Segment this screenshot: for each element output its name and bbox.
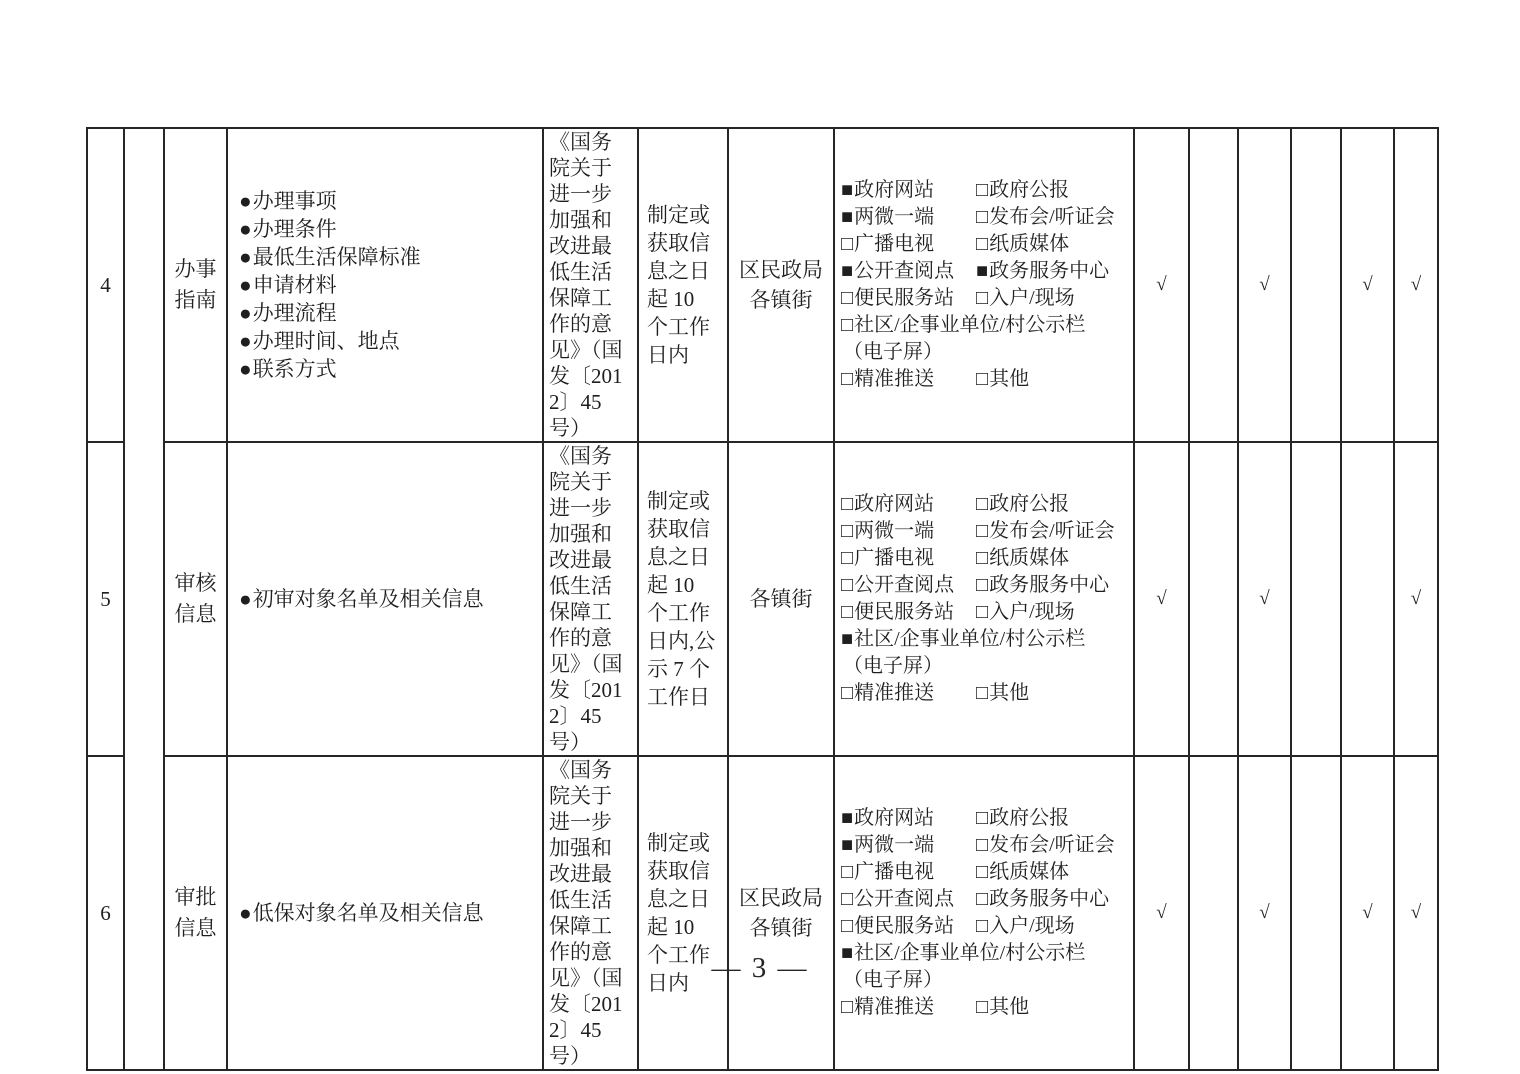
checkbox-icon: □: [976, 547, 989, 569]
channel-label: 公开查阅点: [854, 574, 955, 596]
legal-basis-cell: 《国务院关于进一步加强和改进最低生活保障工作的意见》（国发〔2012〕45 号）: [543, 442, 638, 756]
channel-label: 政府网站: [854, 493, 935, 515]
bullet-icon: ●: [239, 273, 252, 297]
list-item: [239, 243, 538, 271]
responsible-unit-cell: 区民政局各镇街: [728, 128, 834, 442]
legal-basis-cell: 《国务院关于进一步加强和改进最低生活保障工作的意见》（国发〔2012〕45 号）: [543, 128, 638, 442]
list-item: [239, 271, 538, 299]
channel-line: [841, 859, 1129, 886]
channel-label: 政府公报: [989, 807, 1070, 829]
checkbox-icon: ■: [841, 260, 854, 282]
checkbox-icon: □: [841, 601, 854, 623]
checkbox-icon: ■: [976, 260, 989, 282]
channel-label: 发布会/听证会: [989, 520, 1115, 542]
channel-line: [841, 805, 1129, 832]
channel-label: 广播电视: [854, 233, 935, 255]
channel-option: [841, 177, 976, 204]
checkbox-icon: □: [976, 233, 989, 255]
responsible-unit-cell: 各镇街: [728, 442, 834, 756]
bullet-icon: ●: [239, 189, 252, 213]
channel-option: [841, 886, 976, 913]
checkbox-icon: □: [976, 574, 989, 596]
checkbox-icon: □: [976, 179, 989, 201]
checkbox-icon: ■: [841, 834, 854, 856]
checkbox-icon: □: [841, 996, 854, 1018]
list-item: [239, 327, 538, 355]
channel-label: 精准推送: [854, 682, 935, 704]
channel-label: （电子屏）: [843, 341, 943, 363]
channel-option: [976, 994, 1129, 1021]
check-cell: √: [1394, 128, 1438, 442]
channel-option: [976, 285, 1129, 312]
checkbox-icon: □: [841, 547, 854, 569]
checkbox-icon: □: [976, 807, 989, 829]
channel-line: [841, 913, 1129, 940]
channel-line: [841, 339, 1129, 366]
channel-label: 政务服务中心: [989, 888, 1110, 910]
channel-label: 入户/现场: [989, 601, 1075, 623]
category-cell: 审批信息: [164, 756, 227, 1070]
checkbox-icon: □: [976, 834, 989, 856]
channel-option: [841, 366, 976, 393]
channel-line: [841, 204, 1129, 231]
channel-option: [976, 204, 1129, 231]
checkbox-icon: ■: [841, 942, 854, 964]
bullet-icon: ●: [239, 217, 252, 241]
page-number: — 3 —: [711, 952, 809, 984]
channel-option: [976, 599, 1129, 626]
legal-basis-cell: 《国务院关于进一步加强和改进最低生活保障工作的意见》（国发〔2012〕45 号）: [543, 756, 638, 1070]
channel-line: [841, 285, 1129, 312]
check-cell: √: [1238, 442, 1291, 756]
channel-option: [976, 518, 1129, 545]
channel-label: 两微一端: [854, 520, 935, 542]
check-cell: √: [1134, 442, 1189, 756]
channel-option: [841, 258, 976, 285]
row-number-cell: 4: [87, 128, 124, 442]
channel-line: [841, 680, 1129, 707]
channel-label: 政务服务中心: [989, 574, 1110, 596]
channel-label: 精准推送: [854, 368, 935, 390]
item-text: 申请材料: [252, 273, 337, 297]
channel-option: [976, 545, 1129, 572]
checkbox-icon: □: [976, 682, 989, 704]
merged-empty-cell: [124, 128, 164, 1070]
channel-line: [841, 994, 1129, 1021]
channel-label: 两微一端: [854, 834, 935, 856]
check-cell: [1291, 756, 1341, 1070]
channel-label: 两微一端: [854, 206, 935, 228]
channel-line: [841, 231, 1129, 258]
check-cell: [1291, 128, 1341, 442]
channel-option: [841, 204, 976, 231]
channel-option: [841, 913, 976, 940]
category-cell: 办事指南: [164, 128, 227, 442]
table-row: [87, 128, 1438, 442]
channel-option: [976, 832, 1129, 859]
item-text: 办理条件: [252, 217, 337, 241]
list-item: [239, 585, 538, 613]
checkbox-icon: □: [841, 861, 854, 883]
checkbox-icon: □: [976, 520, 989, 542]
checkbox-icon: □: [841, 915, 854, 937]
channel-option: [976, 258, 1129, 285]
channel-option: [841, 805, 976, 832]
channel-label: 发布会/听证会: [989, 206, 1115, 228]
checkbox-icon: □: [976, 915, 989, 937]
checkbox-icon: □: [976, 493, 989, 515]
channel-label: 政务服务中心: [989, 260, 1110, 282]
checkbox-icon: □: [841, 682, 854, 704]
checkbox-icon: ■: [841, 807, 854, 829]
channel-label: 其他: [989, 682, 1030, 704]
check-cell: √: [1238, 756, 1291, 1070]
checkbox-icon: □: [976, 601, 989, 623]
checkbox-icon: ■: [841, 179, 854, 201]
item-text: 办理流程: [252, 301, 337, 325]
check-cell: [1341, 442, 1394, 756]
row-number-cell: 5: [87, 442, 124, 756]
list-item: [239, 899, 538, 927]
checkbox-icon: □: [841, 368, 854, 390]
channel-option: [841, 545, 976, 572]
channel-line: [841, 258, 1129, 285]
channel-line: [841, 177, 1129, 204]
channel-label: 纸质媒体: [989, 861, 1070, 883]
check-cell: √: [1341, 756, 1394, 1070]
checkbox-icon: ■: [841, 628, 854, 650]
channel-label: 公开查阅点: [854, 260, 955, 282]
channel-option: [976, 886, 1129, 913]
channel-option: [841, 680, 976, 707]
channel-line: [841, 572, 1129, 599]
channel-option: [976, 177, 1129, 204]
disclosure-table: [86, 127, 1439, 1071]
table-row: [87, 756, 1438, 1070]
check-cell: √: [1134, 756, 1189, 1070]
channel-label: 政府公报: [989, 493, 1070, 515]
channel-line: [841, 832, 1129, 859]
channel-option: [841, 832, 976, 859]
checkbox-icon: □: [976, 287, 989, 309]
channel-label: 入户/现场: [989, 915, 1075, 937]
channel-label: （电子屏）: [843, 655, 943, 677]
item-text: 最低生活保障标准: [252, 245, 421, 269]
bullet-icon: ●: [239, 901, 252, 925]
content-items-cell: [227, 756, 543, 1070]
check-cell: √: [1238, 128, 1291, 442]
check-cell: √: [1134, 128, 1189, 442]
channel-label: 便民服务站: [854, 601, 955, 623]
channel-label: 其他: [989, 368, 1030, 390]
channel-option: [841, 312, 1085, 339]
channel-line: [841, 626, 1129, 653]
row-number-cell: 6: [87, 756, 124, 1070]
channel-option: [976, 231, 1129, 258]
channel-label: 纸质媒体: [989, 547, 1070, 569]
channel-label: 其他: [989, 996, 1030, 1018]
item-text: 联系方式: [252, 357, 337, 381]
list-item: [239, 215, 538, 243]
channel-label: 纸质媒体: [989, 233, 1070, 255]
check-cell: [1189, 442, 1238, 756]
channel-option: [976, 680, 1129, 707]
item-text: 办理事项: [252, 189, 337, 213]
content-items-cell: [227, 128, 543, 442]
checkbox-icon: □: [976, 996, 989, 1018]
category-cell: 审核信息: [164, 442, 227, 756]
bullet-icon: ●: [239, 329, 252, 353]
channel-option: [976, 491, 1129, 518]
item-text: 初审对象名单及相关信息: [252, 587, 484, 611]
bullet-icon: ●: [239, 587, 252, 611]
checkbox-icon: □: [976, 206, 989, 228]
channel-line: [841, 886, 1129, 913]
channel-line: [841, 518, 1129, 545]
channel-label: 政府网站: [854, 807, 935, 829]
channels-cell: [834, 442, 1134, 756]
channels-cell: [834, 128, 1134, 442]
bullet-icon: ●: [239, 357, 252, 381]
checkbox-icon: □: [841, 574, 854, 596]
timeline-cell: 制定或获取信息之日起 10 个工作日内,公示 7 个工作日: [638, 442, 728, 756]
list-item: [239, 355, 538, 383]
check-cell: [1189, 756, 1238, 1070]
channel-label: （电子屏）: [843, 969, 943, 991]
responsible-unit-cell: 区民政局各镇街: [728, 756, 834, 1070]
checkbox-icon: □: [841, 888, 854, 910]
channel-label: 广播电视: [854, 547, 935, 569]
channel-label: 政府公报: [989, 179, 1070, 201]
timeline-cell: 制定或获取信息之日起 10 个工作日内: [638, 756, 728, 1070]
channel-option: [841, 518, 976, 545]
channel-label: 社区/企事业单位/村公示栏: [854, 628, 1086, 650]
channel-option: [976, 572, 1129, 599]
channel-line: [841, 653, 1129, 680]
channel-label: 广播电视: [854, 861, 935, 883]
check-cell: [1291, 442, 1341, 756]
channel-option: [841, 599, 976, 626]
checkbox-icon: □: [841, 520, 854, 542]
channel-label: 入户/现场: [989, 287, 1075, 309]
channel-label: 社区/企事业单位/村公示栏: [854, 314, 1086, 336]
channel-line: [841, 366, 1129, 393]
checkbox-icon: □: [841, 493, 854, 515]
item-text: 低保对象名单及相关信息: [252, 901, 484, 925]
channel-option: [976, 805, 1129, 832]
channel-line: [841, 545, 1129, 572]
channel-option: [976, 859, 1129, 886]
checkbox-icon: □: [976, 861, 989, 883]
channel-option: [841, 231, 976, 258]
channel-label: 精准推送: [854, 996, 935, 1018]
channel-label: 公开查阅点: [854, 888, 955, 910]
channel-line: [841, 312, 1129, 339]
checkbox-icon: □: [841, 287, 854, 309]
checkbox-icon: □: [976, 368, 989, 390]
check-cell: √: [1341, 128, 1394, 442]
channel-label: 发布会/听证会: [989, 834, 1115, 856]
channel-option: [841, 994, 976, 1021]
channel-option: [841, 572, 976, 599]
timeline-cell: 制定或获取信息之日起 10 个工作日内: [638, 128, 728, 442]
channel-label: 政府网站: [854, 179, 935, 201]
channel-option: [976, 366, 1129, 393]
channel-option: [841, 859, 976, 886]
check-cell: [1189, 128, 1238, 442]
checkbox-icon: □: [976, 888, 989, 910]
bullet-icon: ●: [239, 245, 252, 269]
checkbox-icon: ■: [841, 206, 854, 228]
channel-option: [841, 285, 976, 312]
channels-cell: [834, 756, 1134, 1070]
channel-option: [841, 626, 1085, 653]
item-text: 办理时间、地点: [252, 329, 400, 353]
checkbox-icon: □: [841, 233, 854, 255]
content-items-cell: [227, 442, 543, 756]
channel-line: [841, 491, 1129, 518]
channel-label: 社区/企事业单位/村公示栏: [854, 942, 1086, 964]
channel-label: 便民服务站: [854, 915, 955, 937]
check-cell: √: [1394, 756, 1438, 1070]
bullet-icon: ●: [239, 301, 252, 325]
list-item: [239, 187, 538, 215]
table-row: [87, 442, 1438, 756]
list-item: [239, 299, 538, 327]
checkbox-icon: □: [841, 314, 854, 336]
channel-option: [976, 913, 1129, 940]
check-cell: √: [1394, 442, 1438, 756]
channel-line: [841, 599, 1129, 626]
channel-label: 便民服务站: [854, 287, 955, 309]
channel-option: [841, 491, 976, 518]
